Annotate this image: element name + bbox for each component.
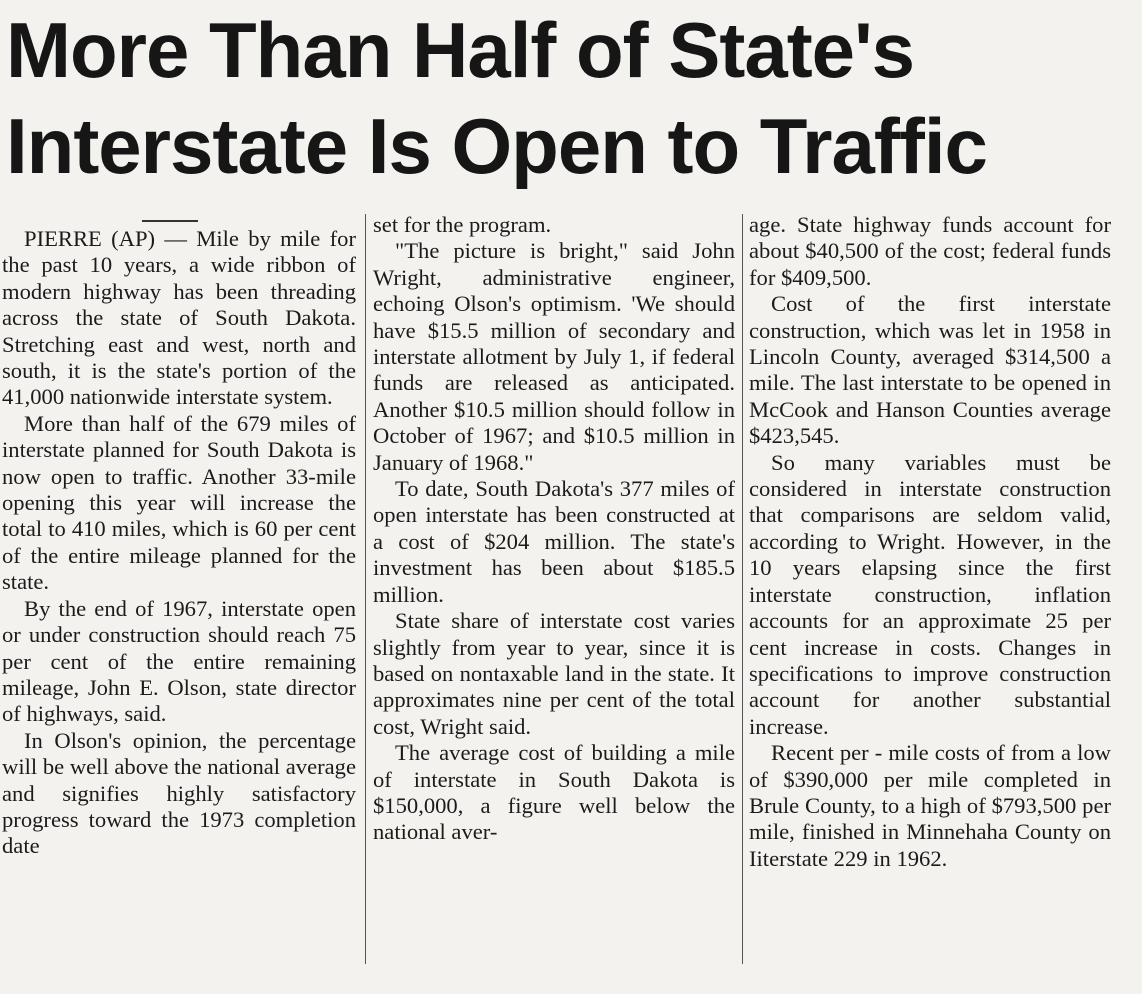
paragraph: PIERRE (AP) — Mile by mile for the past 10 years, a wide ribbon of modern highway has been threading across the state of South Dakota. Stretching east and west, north and south, it is the state's portion of the 41,000 nationwide interstate system.	[2, 226, 356, 410]
headline-line-1: More Than Half of State's	[6, 6, 914, 94]
headline	[6, 2, 1136, 194]
article-column-3	[749, 212, 1111, 992]
paragraph: State share of interstate cost varies slightly from year to year, since it is based on nontaxable land in the state. It approximates nine per cent of the total cost, Wright said.	[373, 608, 735, 739]
paragraph: The average cost of building a mile of interstate in South Dakota is $150,000, a figure well below the national aver-	[373, 740, 735, 845]
paragraph: Cost of the first interstate construction, which was let in 1958 in Lincoln County, averaged $314,500 a mile. The last interstate to be opened in McCook and Hanson Counties average $423,545.	[749, 291, 1111, 449]
paragraph: So many variables must be considered in interstate construction that comparisons are seldom valid, according to Wright. However, in the 10 years elapsing since the first interstate construction, inflation accounts for an approximate 25 per cent increase in costs. Changes in specifications to improve construction account for another substantial increase.	[749, 449, 1111, 739]
paragraph: "The picture is bright," said John Wright, administrative engineer, echoing Olson's optimism. 'We should have $15.5 million of secondary and interstate allotment by July 1, if federal funds are released as anticipated. Another $10.5 million should follow in October of 1967; and $10.5 million in January of 1968."	[373, 238, 735, 475]
paragraph: More than half of the 679 miles of interstate planned for South Dakota is now open to traffic. Another 33-mile opening this year will increase the total to 410 miles, which is 60 per cent of the entire mileage planned for the state.	[2, 410, 356, 595]
article-column-1	[2, 212, 356, 992]
column-rule	[365, 214, 366, 964]
paragraph: age. State highway funds account for about $40,500 of the cost; federal funds for $409,500.	[749, 212, 1111, 290]
paragraph: To date, South Dakota's 377 miles of open interstate has been constructed at a cost of $204 million. The state's investment has been about $185.5 million.	[373, 476, 735, 607]
paragraph: By the end of 1967, interstate open or under construction should reach 75 per cent of the entire remaining mileage, John E. Olson, state director of highways, said.	[2, 595, 356, 727]
article-column-2	[373, 212, 735, 992]
headline-line-2: Interstate Is Open to Traffic	[6, 102, 987, 190]
paragraph: In Olson's opinion, the percentage will be well above the national average and signifies highly satisfactory progress toward the 1973 completion date	[2, 727, 356, 859]
paragraph: Recent per - mile costs of from a low of $390,000 per mile completed in Brule County, to a high of $793,500 per mile, finished in Minnehaha County on Iiterstate 229 in 1962.	[749, 740, 1111, 871]
column-rule	[742, 214, 743, 964]
paragraph: set for the program.	[373, 212, 552, 237]
